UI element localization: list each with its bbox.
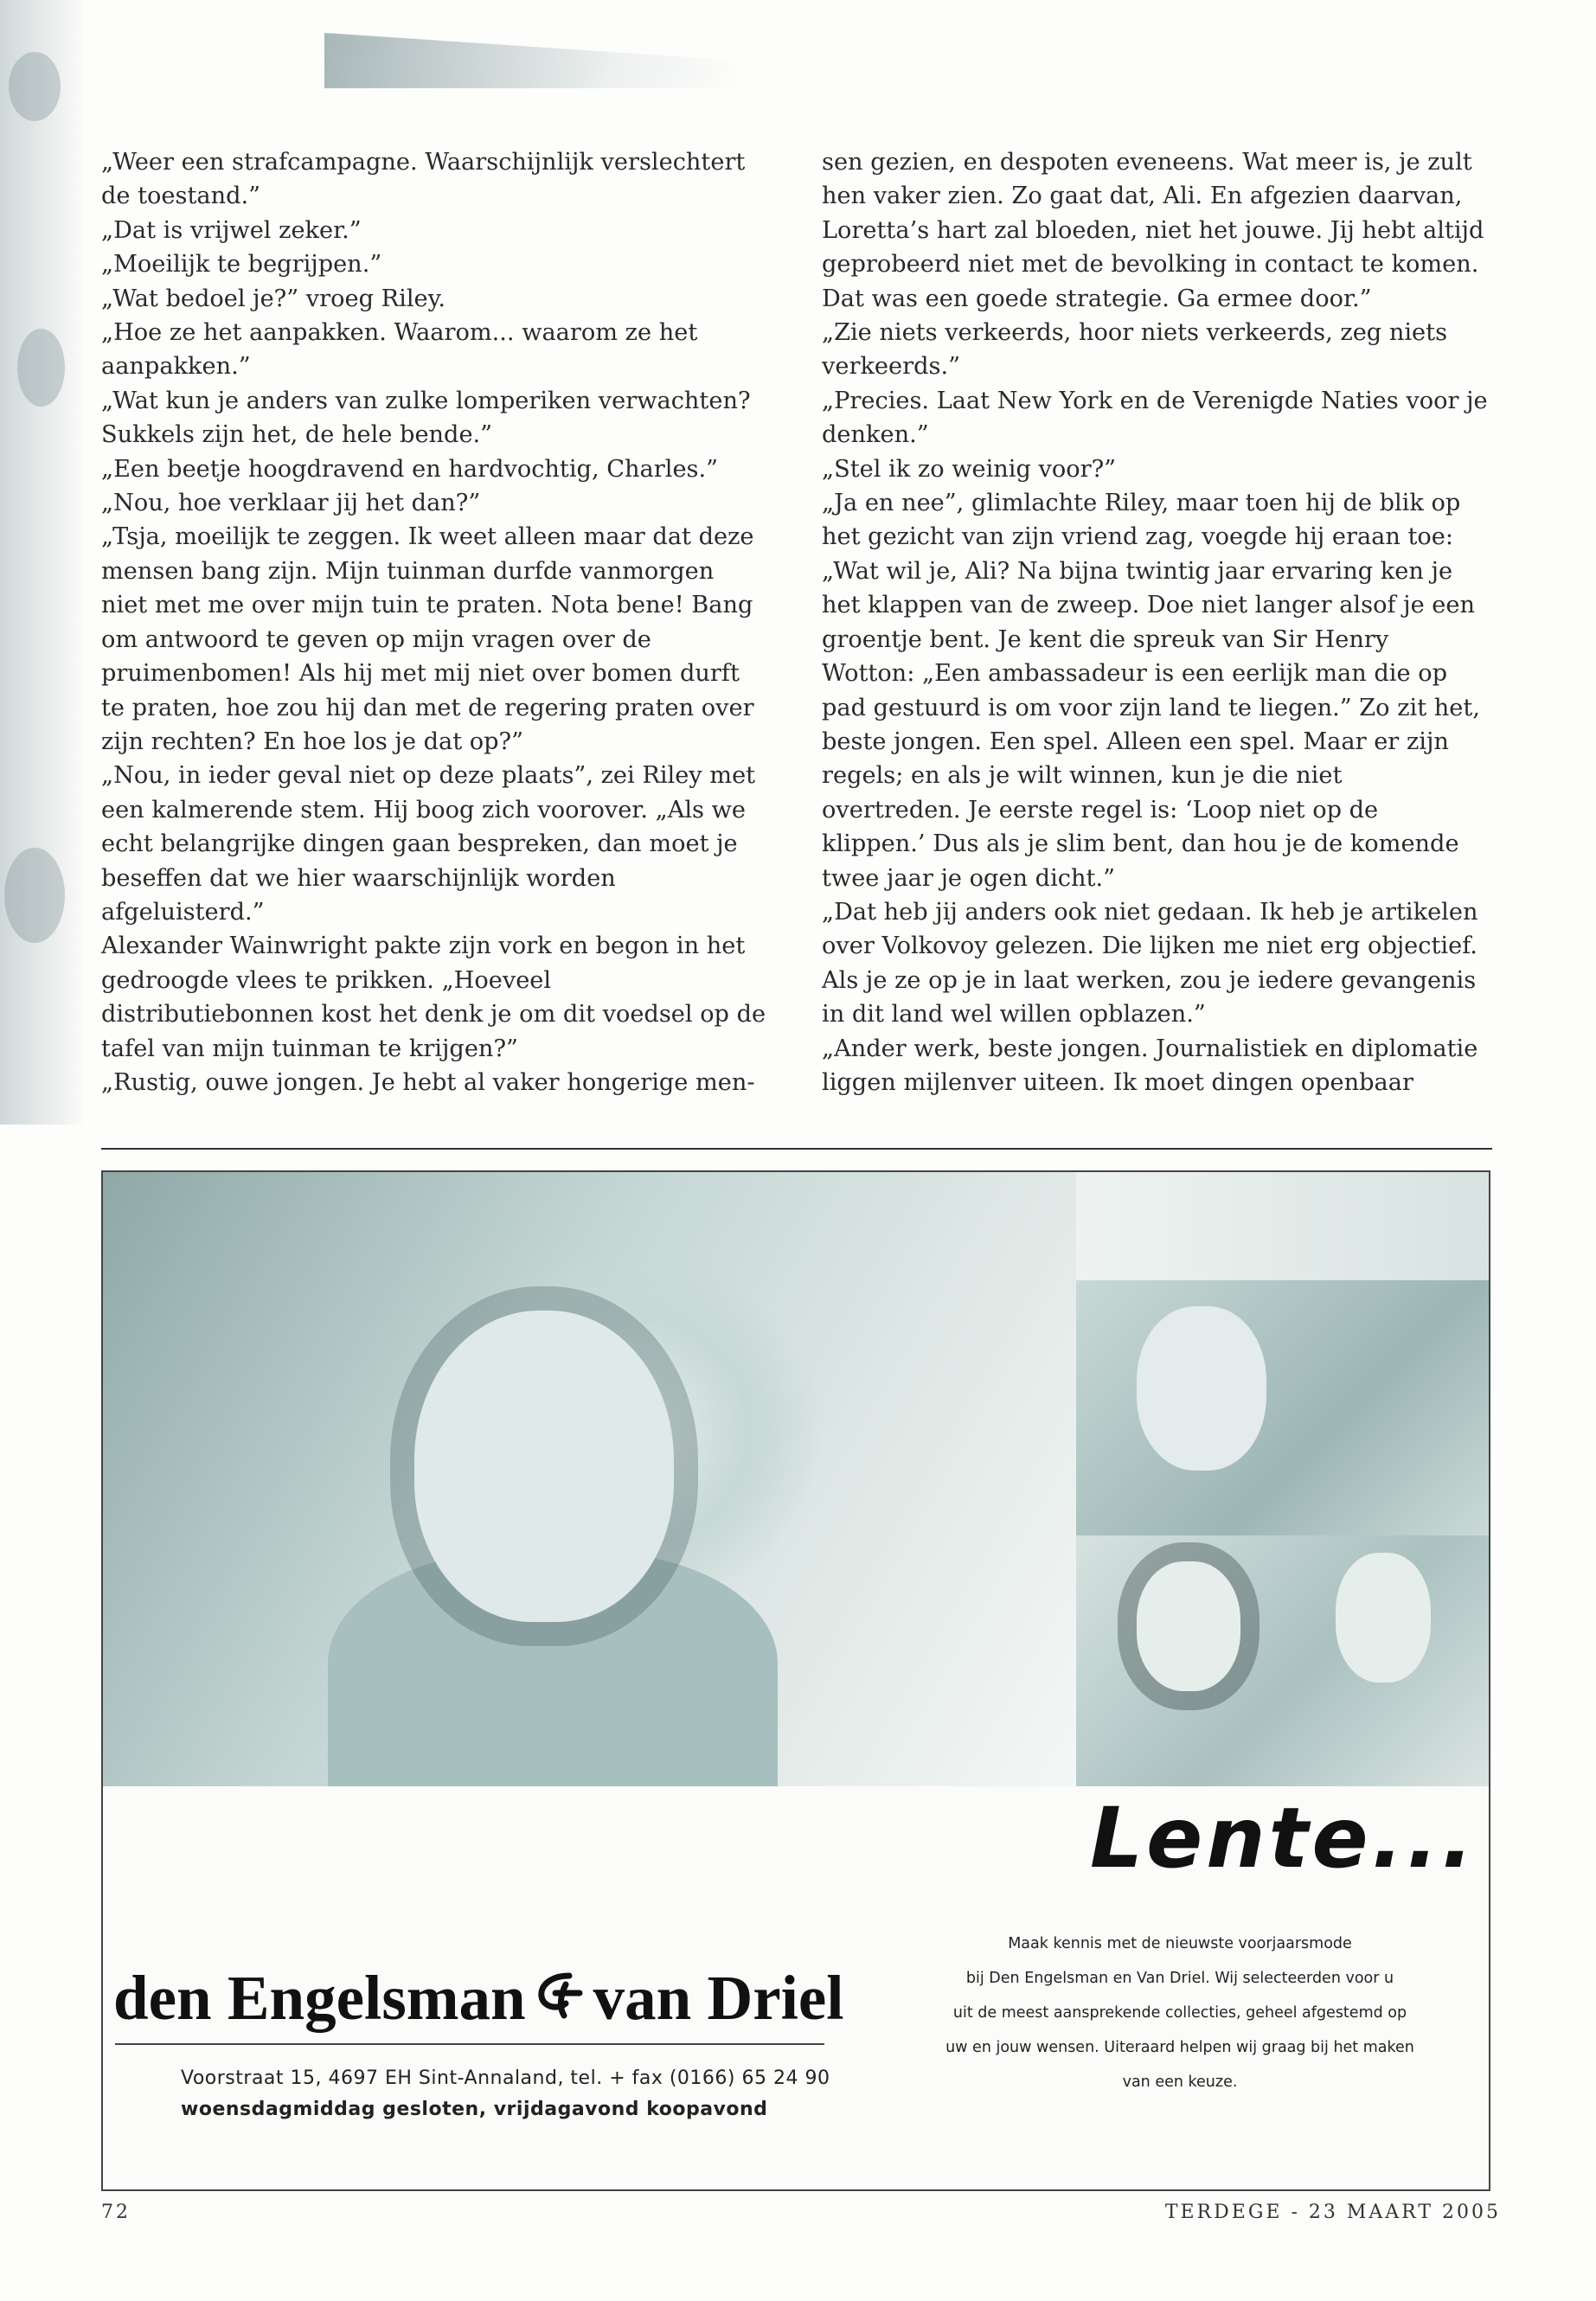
paragraph: „Ja en nee”, glimlachte Riley, maar toen hij de blik op het gezicht van zijn vriend zag, voegde hij eraan toe: „Wat wil je, Ali? Na bijna twintig jaar ervaring ken je het klappen van de zweep. Doe niet langer alsof je een groentje bent. Je kent die spreuk van Sir Henry Wotton: „Een ambassadeur is een eerlijk man die op pad gestuurd is om voor zijn land te liegen.” Zo zit het, beste jongen. Een spel. Alleen een spel. Maar er zijn regels; en als je wilt winnen, kun je die niet overtreden. Je eerste regel is: ‘Loop niet op de klippen.’ Dus als je slim bent, dan hou je de komende twee jaar je ogen dicht.”	[822, 490, 1480, 892]
paragraph: „Wat bedoel je?” vroeg Riley.	[101, 285, 445, 312]
paragraph: „Precies. Laat New York en de Verenigde Naties voor je denken.”	[822, 387, 1488, 449]
ad-photo-man	[1076, 1280, 1490, 1535]
paragraph: „Nou, in ieder geval niet op deze plaats”, zei Riley met een kalmerende stem. Hij boog zich voorover. „Als we echt belangrijke dingen gaan bespreken, dan moet je beseffen dat we hier waarschijnlijk worden afgeluisterd.”	[101, 762, 756, 926]
paragraph: Alexander Wainwright pakte zijn vork en begon in het gedroogde vlees te prikken. „Hoeveel distributiebonnen kost het denk je om dit voedsel op de tafel van mijn tuinman te krijgen?”	[101, 933, 766, 1062]
ad-copy-line: uw en jouw wensen. Uiteraard helpen wij graag bij het maken	[945, 2039, 1414, 2056]
ad-photo-couple	[1076, 1535, 1490, 1786]
ad-headline: Lente...	[1089, 1790, 1477, 1887]
paragraph: „Weer een strafcampagne. Waarschijnlijk verslechtert de toestand.”	[101, 149, 746, 210]
ad-photo-woman	[103, 1172, 1080, 1786]
store-address: Voorstraat 15, 4697 EH Sint-Annaland, tel. + fax (0166) 65 24 90	[181, 2067, 830, 2089]
brand-name-right: van Driel	[593, 1963, 844, 2033]
paragraph: „Dat heb jij anders ook niet gedaan. Ik heb je artikelen over Volkovoy gelezen. Die lijken me niet erg objectief. Als je ze op je in laat werken, zou je iedere gevangenis in dit land wel willen opblazen.”	[822, 898, 1478, 1029]
brand-underline	[115, 2043, 824, 2045]
paragraph: „Dat is vrijwel zeker.”	[101, 216, 362, 244]
brand-name-left: den Engelsman	[113, 1963, 526, 2033]
article-column-left	[101, 145, 767, 1099]
ad-copy-line: uit de meest aansprekende collecties, geheel afgestemd op	[952, 2004, 1407, 2022]
decorative-top-photo	[324, 19, 740, 88]
store-address-block	[181, 2063, 830, 2125]
page-number: 72	[101, 2202, 131, 2223]
decorative-left-photo-strip	[0, 0, 82, 1125]
publication-line: TERDEGE - 23 MAART 2005	[1164, 2202, 1501, 2223]
paragraph: „Zie niets verkeerds, hoor niets verkeerds, zeg niets verkeerds.”	[822, 319, 1448, 381]
paragraph: „Ander werk, beste jongen. Journalistiek en diplomatie liggen mijlenver uiteen. Ik moet dingen openbaar	[822, 1035, 1478, 1096]
store-hours: woensdagmiddag gesloten, vrijdagavond koopavond	[181, 2099, 768, 2120]
advertisement	[101, 1170, 1490, 2191]
ad-copy-line: Maak kennis met de nieuwste voorjaarsmode	[1008, 1935, 1352, 1952]
paragraph: sen gezien, en despoten eveneens. Wat meer is, je zult hen vaker zien. Zo gaat dat, Ali. En afgezien daarvan, Loretta’s hart zal bloeden, niet het jouwe. Jij hebt altijd geprobeerd niet met de bevolking in contact te komen. Dat was een goede strategie. Ga ermee door.”	[822, 149, 1484, 312]
paragraph: „Hoe ze het aanpakken. Waarom... waarom ze het aanpakken.”	[101, 319, 698, 381]
ad-photo-grass	[1076, 1172, 1490, 1280]
paragraph: „Wat kun je anders van zulke lomperiken verwachten? Sukkels zijn het, de hele bende.”	[101, 387, 751, 449]
ad-copy	[877, 1926, 1483, 2099]
paragraph: „Een beetje hoogdravend en hardvochtig, Charles.”	[101, 455, 719, 483]
ampersand-icon	[535, 1962, 585, 2035]
paragraph: „Tsja, moeilijk te zeggen. Ik weet alleen maar dat deze mensen bang zijn. Mijn tuinman durfde vanmorgen niet met me over mijn tuin te praten. Nota bene! Bang om antwoord te geven op mijn vragen over de pruimenbomen! Als hij met mij niet over bomen durft te praten, hoe zou hij dan met de regering praten over zijn rechten? En hoe los je dat op?”	[101, 523, 754, 755]
paragraph: „Nou, hoe verklaar jij het dan?”	[101, 490, 481, 517]
ad-copy-line: bij Den Engelsman en Van Driel. Wij selecteerden voor u	[965, 1970, 1394, 1987]
article-column-right	[822, 145, 1488, 1099]
paragraph: „Moeilijk te begrijpen.”	[101, 251, 382, 279]
paragraph: „Rustig, ouwe jongen. Je hebt al vaker hongerige men-	[101, 1068, 755, 1096]
section-divider	[101, 1148, 1492, 1150]
brand-logo	[113, 1962, 844, 2035]
paragraph: „Stel ik zo weinig voor?”	[822, 455, 1117, 483]
ad-copy-line: van een keuze.	[1122, 2073, 1238, 2091]
